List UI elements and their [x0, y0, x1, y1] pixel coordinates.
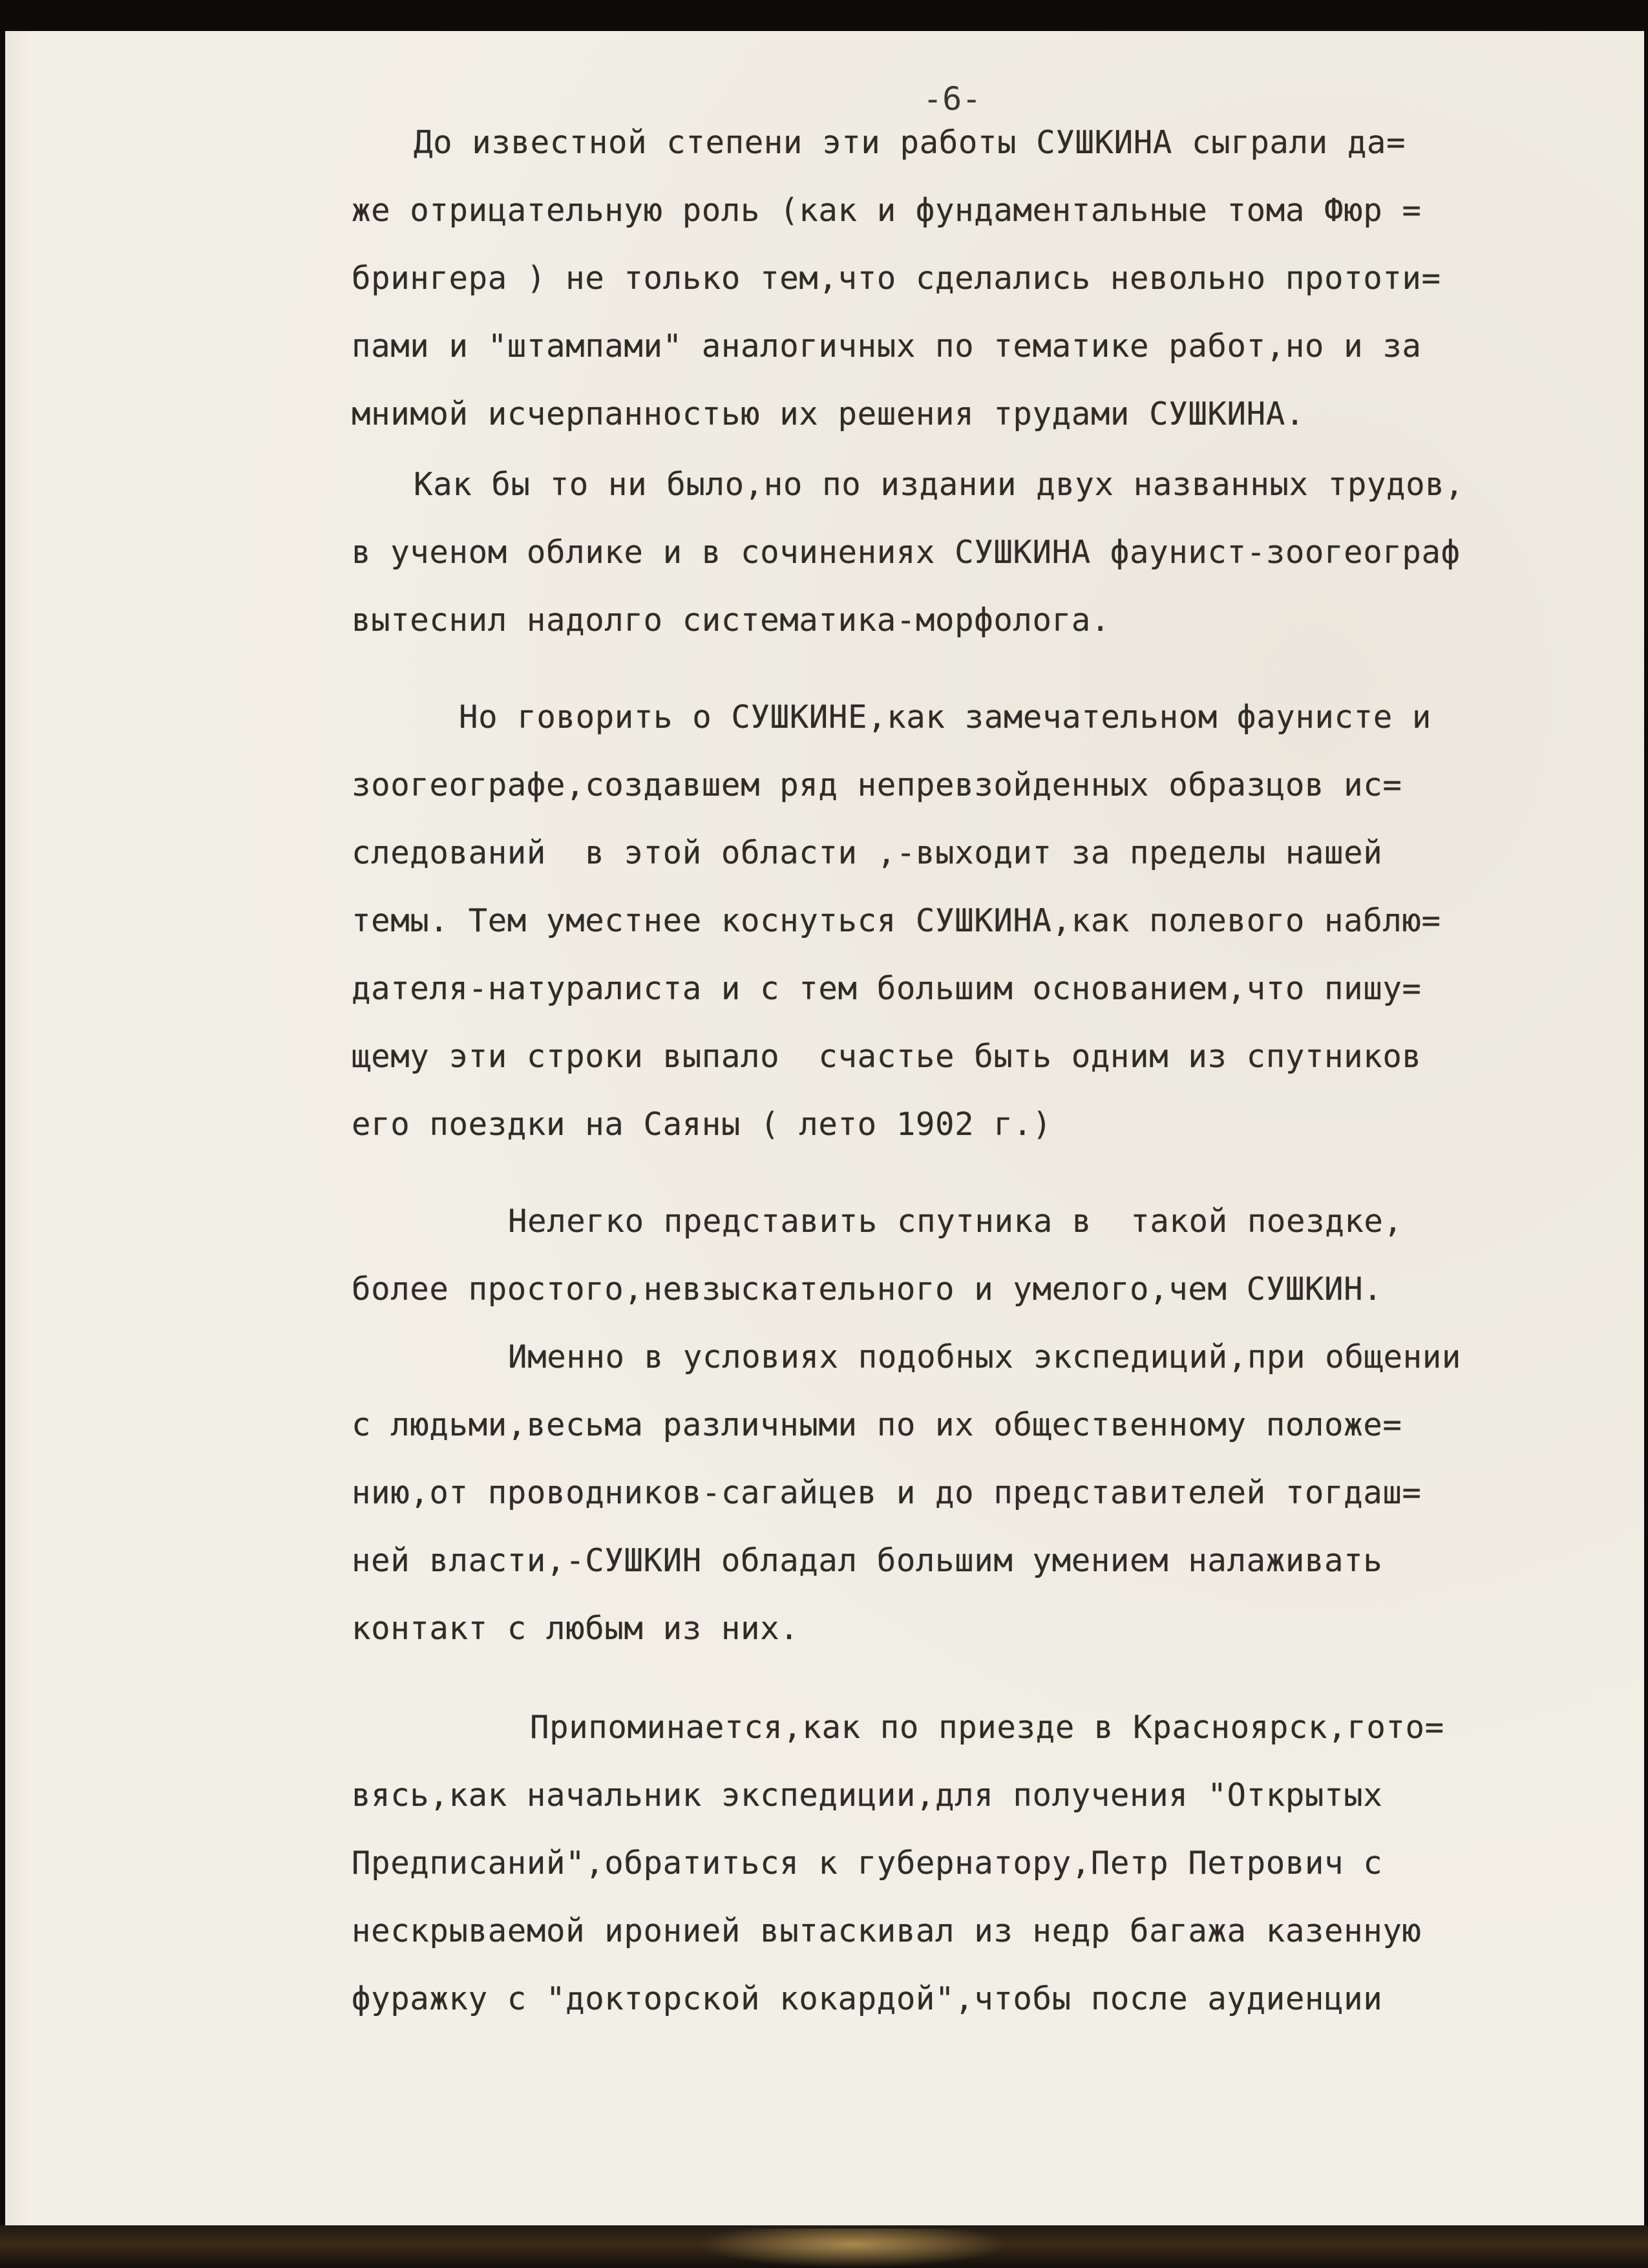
text-line: же отрицательную роль (как и фундаментальные тома Фюр =: [352, 192, 1422, 229]
text-line: брингера ) не только тем,что сделались невольно прототи=: [352, 260, 1441, 297]
text-line: ней власти,-СУШКИН обладал большим умением налаживать: [352, 1542, 1383, 1579]
text-line: нию,от проводников-сагайцев и до представителей тогдаш=: [352, 1474, 1422, 1511]
text-line: вясь,как начальник экспедиции,для получения "Открытых: [352, 1777, 1383, 1814]
text-line: Предписаний",обратиться к губернатору,Петр Петрович с: [352, 1845, 1383, 1881]
text-line: Нелегко представить спутника в такой поездке,: [508, 1203, 1403, 1240]
text-line: контакт с любым из них.: [352, 1610, 799, 1647]
text-line: Припоминается,как по приезде в Красноярск,гото=: [530, 1709, 1444, 1746]
text-line: следований в этой области ,-выходит за пределы нашей: [352, 834, 1383, 871]
text-line: До известной степени эти работы СУШКИНА сыграли да=: [414, 124, 1406, 161]
text-line: с людьми,весьма различными по их общественному положе=: [352, 1406, 1402, 1443]
text-line: темы. Тем уместнее коснуться СУШКИНА,как полевого наблю=: [352, 902, 1441, 939]
page-number: -6-: [923, 80, 982, 118]
text-line: мнимой исчерпанностью их решения трудами СУШКИНА.: [352, 396, 1305, 432]
text-line: Как бы то ни было,но по издании двух названных трудов,: [414, 466, 1464, 503]
text-line: фуражку с "докторской кокардой",чтобы после аудиенции: [352, 1980, 1383, 2017]
text-line: вытеснил надолго систематика-морфолога.: [352, 602, 1110, 639]
text-line: дателя-натуралиста и с тем большим основанием,что пишу=: [352, 970, 1422, 1007]
text-line: нескрываемой иронией вытаскивал из недр багажа казенную: [352, 1913, 1422, 1949]
text-line: его поездки на Саяны ( лето 1902 г.): [352, 1106, 1052, 1143]
scanner-light-glow: [698, 2229, 1008, 2268]
text-line: Но говорить о СУШКИНЕ,как замечательном фаунисте и: [459, 699, 1432, 736]
text-line: более простого,невзыскательного и умелого,чем СУШКИН.: [352, 1271, 1383, 1308]
text-line: в ученом облике и в сочинениях СУШКИНА фаунист-зоогеограф: [352, 534, 1461, 571]
text-line: Именно в условиях подобных экспедиций,при общении: [508, 1339, 1461, 1375]
text-line: зоогеографе,создавшем ряд непревзойденных образцов ис=: [352, 767, 1402, 803]
text-line: пами и "штампами" аналогичных по тематике работ,но и за: [352, 328, 1422, 365]
text-line: щему эти строки выпало счастье быть одним из спутников: [352, 1038, 1422, 1075]
document-page: [5, 31, 1644, 2225]
